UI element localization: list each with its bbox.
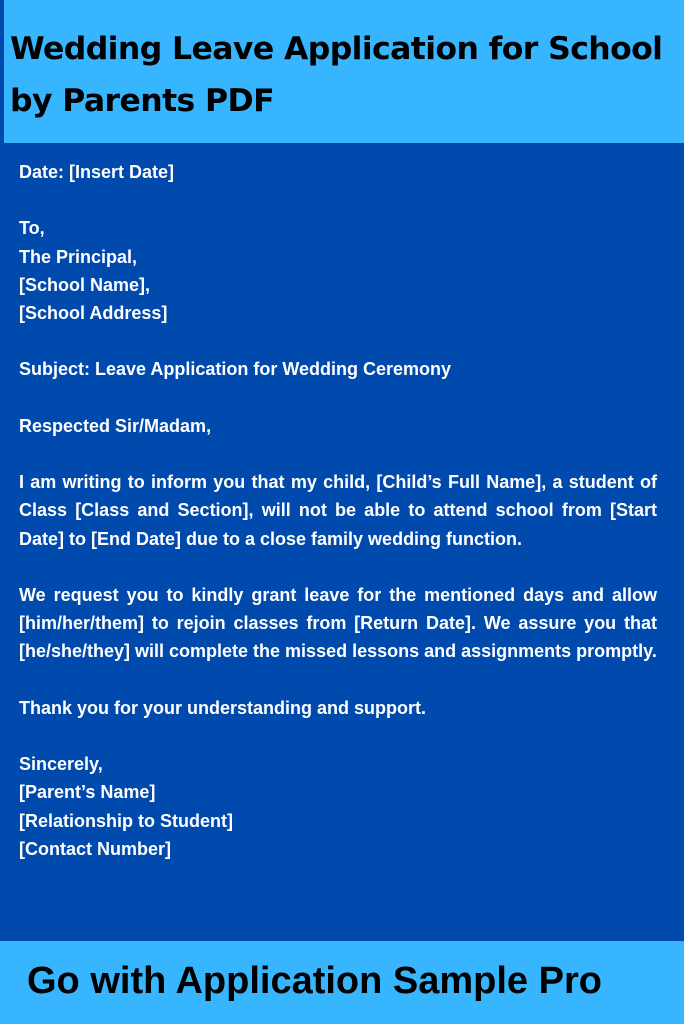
footer-banner	[0, 941, 684, 1024]
address-line: The Principal,	[19, 246, 138, 267]
footer-text: Go with Application Sample Pro	[27, 960, 602, 1002]
letter-paragraph-1: I am writing to inform you that my child, [Child’s Full Name], a student of Class [Class and Section], will not be able to attend school from [Start Date] to [End Date] due to a close family wedding function.	[19, 472, 657, 549]
header-banner	[0, 0, 684, 143]
closing-line: [Parent’s Name]	[19, 782, 156, 803]
letter-body	[19, 158, 657, 891]
letter-subject: Subject: Leave Application for Wedding Ceremony	[19, 359, 452, 380]
address-line: To,	[19, 218, 45, 239]
letter-paragraph-2: We request you to kindly grant leave for the mentioned days and allow [him/her/them] to rejoin classes from [Return Date]. We assure you that [he/she/they] will complete the missed lessons and assignments promptly.	[19, 584, 657, 662]
closing-line: [Contact Number]	[19, 838, 171, 859]
address-line: [School Name],	[19, 274, 151, 295]
letter-closing	[19, 750, 657, 863]
closing-line: Sincerely,	[19, 754, 103, 775]
letter-thanks: Thank you for your understanding and support.	[19, 697, 427, 718]
letter-salutation: Respected Sir/Madam,	[19, 415, 212, 436]
page-title: Wedding Leave Application for School by Parents PDF	[10, 31, 663, 119]
address-line: [School Address]	[19, 303, 168, 323]
letter-date: Date: [Insert Date]	[19, 162, 175, 182]
closing-line: [Relationship to Student]	[19, 810, 233, 831]
recipient-address	[19, 214, 657, 327]
